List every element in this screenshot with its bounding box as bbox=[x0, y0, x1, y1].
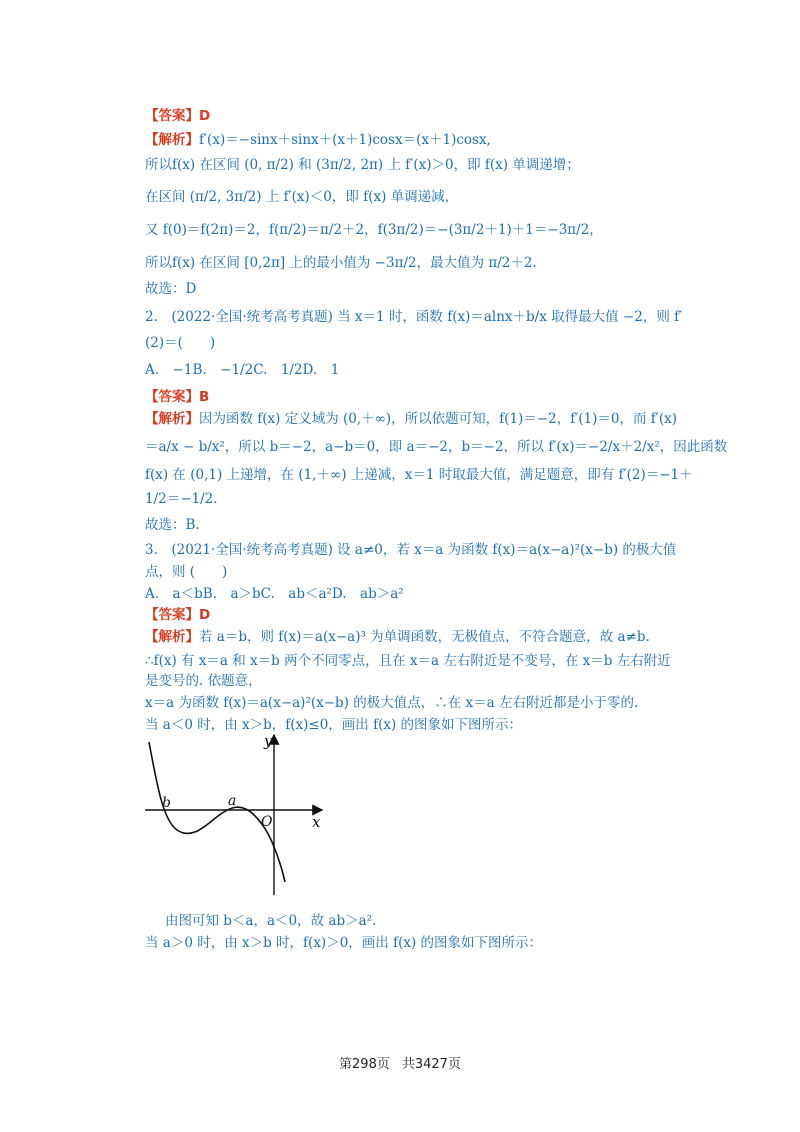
analysis-tag: 【解析】 bbox=[145, 411, 199, 427]
text-line: 故选：D bbox=[145, 281, 197, 297]
text-line: 故选：B. bbox=[145, 517, 200, 533]
analysis-text: 因为函数 f(x) 定义域为 (0,＋∞)，所以依题可知，f(1)＝−2，f′(1)＝0，而 f′(x) bbox=[199, 411, 677, 427]
point-b-label: b bbox=[162, 795, 171, 811]
text-line: x＝a 为函数 f(x)＝a(x−a)²(x−b) 的极大值点，∴在 x＝a 左右附近都是小于零的. bbox=[145, 695, 639, 711]
origin-label: O bbox=[261, 814, 273, 830]
analysis-text: f′(x)＝−sinx＋sinx＋(x＋1)cosx＝(x＋1)cosx, bbox=[199, 132, 491, 148]
text-line: 当 a＜0 时，由 x＞b，f(x)≤0，画出 f(x) 的图象如下图所示： bbox=[145, 717, 523, 733]
text-line: ＝a/x − b/x²，所以 b＝−2，a−b＝0，即 a＝−2，b＝−2，所以 f′(x)＝−2/x＋2/x²，因此函数 bbox=[145, 439, 728, 455]
analysis-tag: 【解析】 bbox=[145, 132, 199, 148]
analysis-line bbox=[145, 625, 650, 645]
text-line: 由图可知 b＜a，a＜0，故 ab＞a². bbox=[165, 913, 377, 929]
text-line: 所以f(x) 在区间 [0,2π] 上的最小值为 −3π/2，最大值为 π/2＋2. bbox=[145, 255, 537, 271]
answer-line-2 bbox=[145, 385, 209, 405]
question-stem: 3. (2021·全国·统考高考真题) 设 a≠0，若 x＝a 为函数 f(x)＝a(x−a)²(x−b) 的极大值 bbox=[145, 542, 677, 558]
analysis-text: 若 a＝b，则 f(x)＝a(x−a)³ 为单调函数，无极值点，不符合题意，故 a≠b. bbox=[199, 629, 650, 645]
text-line: 所以f(x) 在区间 (0, π/2) 和 (3π/2, 2π) 上 f′(x)＞0，即 f(x) 单调递增； bbox=[145, 157, 580, 173]
function-curve bbox=[149, 742, 285, 882]
answer-value: D bbox=[199, 108, 211, 124]
answer-tag: 【答案】 bbox=[145, 607, 199, 623]
answer-line-1 bbox=[145, 104, 210, 124]
text-line: ∴f(x) 有 x＝a 和 x＝b 两个不同零点，且在 x＝a 左右附近是不变号，在 x＝b 左右附近 bbox=[145, 653, 671, 669]
question-options: A. a＜bB. a＞bC. ab＜a²D. ab＞a² bbox=[145, 586, 404, 602]
text-line: 当 a＞0 时，由 x＞b 时，f(x)＞0，画出 f(x) 的图象如下图所示： bbox=[145, 935, 543, 951]
answer-value: B bbox=[199, 389, 210, 405]
text-line: f(x) 在 (0,1) 上递增，在 (1,＋∞) 上递减，x＝1 时取最大值，满足题意，即有 f′(2)＝−1＋ bbox=[145, 467, 693, 483]
answer-value: D bbox=[199, 607, 211, 623]
answer-tag: 【答案】 bbox=[145, 389, 199, 405]
answer-tag: 【答案】 bbox=[145, 108, 199, 124]
text-line: 在区间 (π/2, 3π/2) 上 f′(x)＜0，即 f(x) 单调递减， bbox=[145, 189, 459, 205]
text-line: 1/2＝−1/2. bbox=[145, 491, 218, 507]
function-graph bbox=[140, 730, 340, 900]
analysis-line bbox=[145, 128, 491, 148]
question-stem: 点，则 ( ) bbox=[145, 564, 228, 580]
question-options: A. −1B. −1/2C. 1/2D. 1 bbox=[145, 362, 340, 378]
x-axis-label: x bbox=[312, 813, 321, 831]
text-line: 是变号的. 依题意， bbox=[145, 673, 262, 689]
page-number: 第298页 bbox=[339, 1057, 390, 1072]
analysis-line bbox=[145, 407, 677, 427]
question-stem: (2)＝( ) bbox=[145, 335, 216, 351]
text-line: 又 f(0)＝f(2π)＝2，f(π/2)＝π/2＋2，f(3π/2)＝−(3π/2＋1)＋1＝−3π/2， bbox=[145, 222, 603, 238]
point-a-label: a bbox=[228, 793, 237, 809]
question-stem: 2. (2022·全国·统考高考真题) 当 x＝1 时，函数 f(x)＝alnx＋b/x 取得最大值 −2，则 f′ bbox=[145, 309, 683, 325]
analysis-tag: 【解析】 bbox=[145, 629, 199, 645]
answer-line-3 bbox=[145, 603, 210, 623]
page-total: 共3427页 bbox=[401, 1057, 461, 1072]
y-axis-label: y bbox=[264, 732, 273, 750]
page-footer bbox=[0, 1053, 800, 1072]
